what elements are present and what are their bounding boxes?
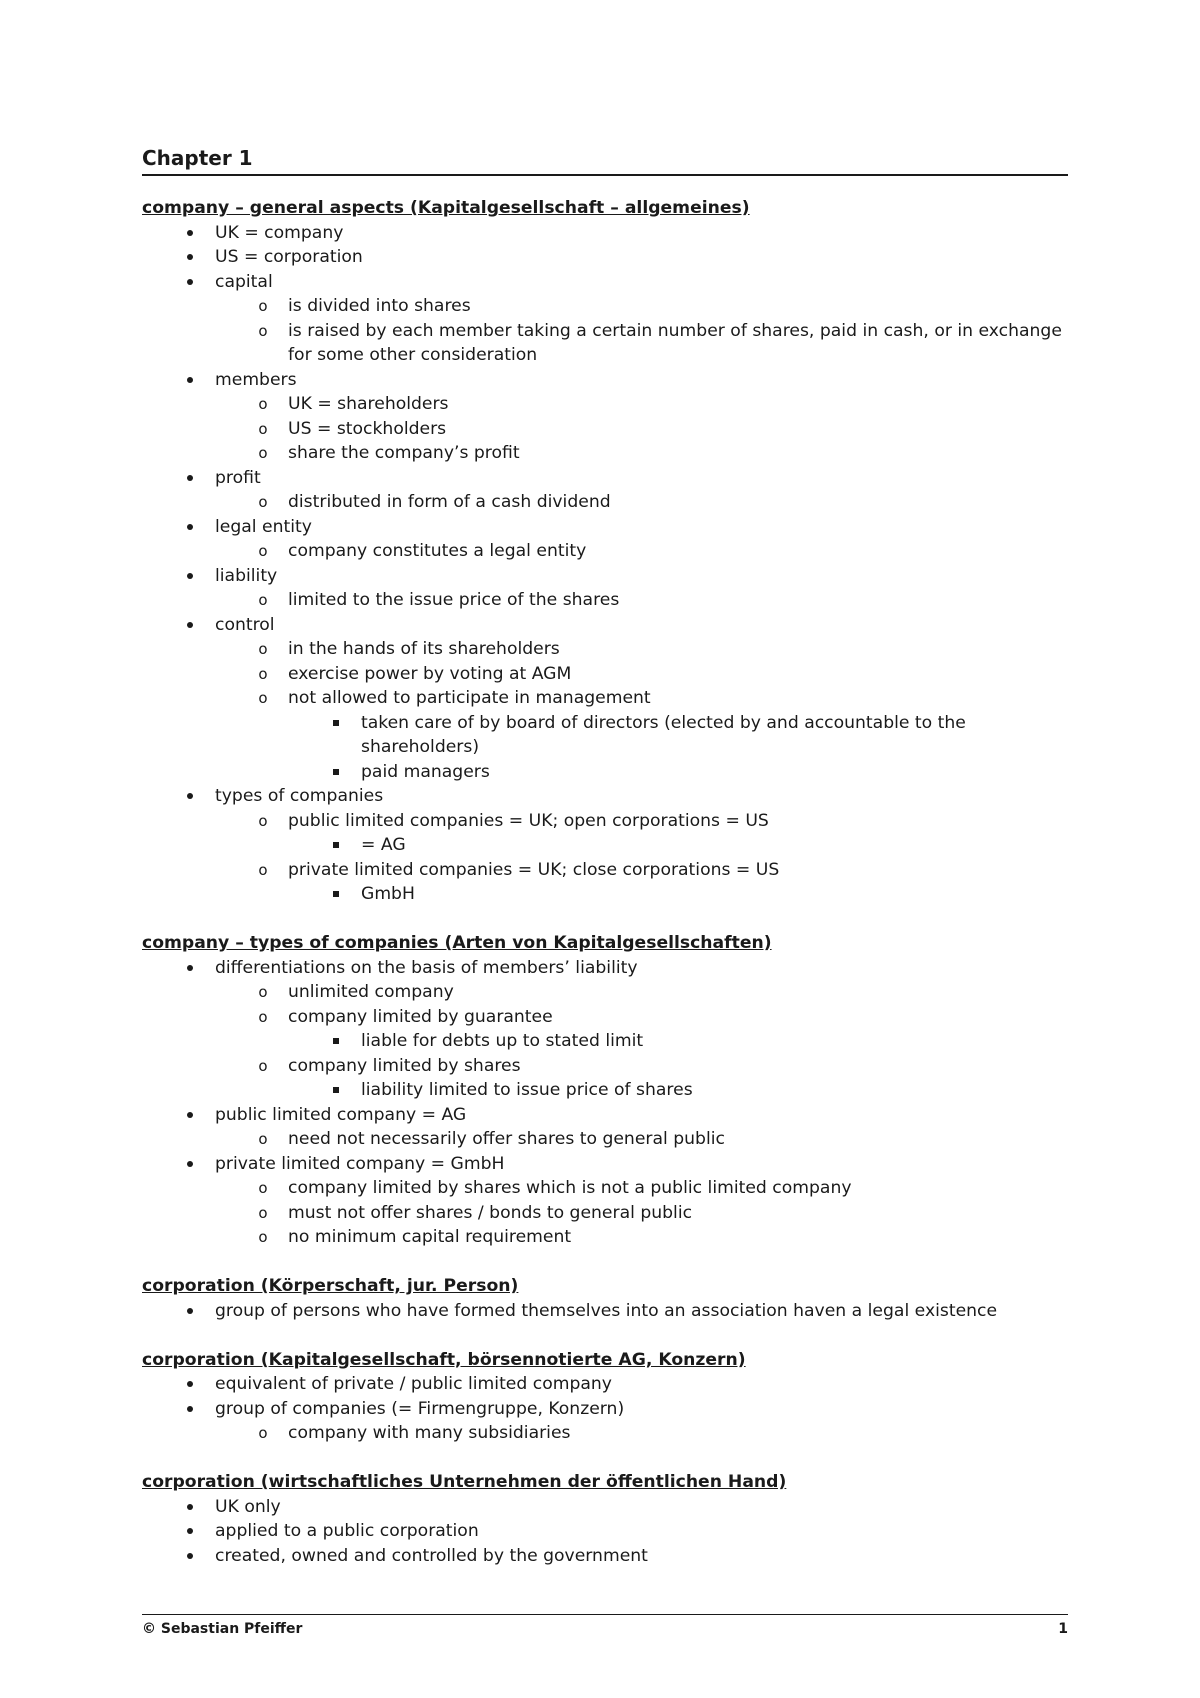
bullet-list-level-1 — [142, 221, 1068, 907]
bullet-disc-icon — [180, 466, 200, 491]
list-item-text: equivalent of private / public limited company — [215, 1374, 612, 1394]
list-item — [142, 1176, 1068, 1201]
section — [142, 196, 1068, 907]
bullet-circle-glyph: o — [258, 1130, 268, 1148]
list-item — [142, 1519, 1068, 1544]
bullet-list-level-2 — [142, 637, 1068, 784]
list-item-row — [142, 368, 1068, 393]
list-item-text: differentiations on the basis of members’ liability — [215, 957, 638, 978]
section-heading: corporation (Kapitalgesellschaft, börsennotierte AG, Konzern) — [142, 1349, 746, 1370]
list-item-text: group of persons who have formed themselves into an association haven a legal existence — [215, 1300, 998, 1321]
bullet-circle-icon — [253, 539, 273, 564]
list-item-text: applied to a public corporation — [215, 1521, 479, 1541]
list-item-row — [142, 1421, 1068, 1446]
list-item-text: legal entity — [215, 516, 312, 537]
list-item — [142, 1152, 1068, 1250]
list-item-text: need not necessarily offer shares to general public — [288, 1129, 725, 1149]
list-item — [142, 1078, 1068, 1103]
list-item-row — [142, 686, 1068, 711]
list-item-row — [142, 1078, 1068, 1103]
list-item — [142, 319, 1068, 368]
list-item-row — [142, 245, 1068, 270]
bullet-circle-glyph: o — [258, 395, 268, 413]
bullet-list-level-3 — [142, 711, 1068, 785]
list-item-text: profit — [215, 467, 261, 488]
bullet-circle-glyph: o — [258, 419, 268, 438]
bullet-list-level-2 — [142, 490, 1068, 515]
list-item-text: company limited by guarantee — [288, 1006, 553, 1027]
bullet-circle-glyph: o — [258, 1228, 268, 1246]
list-item-text: company constitutes a legal entity — [288, 541, 587, 561]
list-item — [142, 613, 1068, 785]
list-item-row — [142, 564, 1068, 589]
list-item — [142, 956, 1068, 1103]
list-item — [142, 1103, 1068, 1152]
bullet-disc-icon — [180, 1103, 200, 1128]
bullet-list-level-2 — [142, 392, 1068, 466]
list-item — [142, 1299, 1068, 1324]
bullet-circle-icon — [253, 686, 273, 711]
bullet-disc-icon — [180, 368, 200, 393]
bullet-circle-glyph: o — [258, 1179, 268, 1197]
bullet-list-level-3 — [142, 833, 1068, 858]
list-item-text: in the hands of its shareholders — [288, 639, 560, 659]
list-item — [142, 466, 1068, 515]
list-item-row — [142, 417, 1068, 442]
list-item-row — [142, 809, 1068, 834]
list-item-text: is divided into shares — [288, 296, 471, 316]
list-item-text: not allowed to participate in management — [288, 688, 651, 708]
list-item-text: US = stockholders — [288, 418, 447, 439]
list-item — [142, 760, 1068, 785]
list-item — [142, 637, 1068, 662]
list-item-text: paid managers — [361, 761, 490, 782]
list-item-text: share the company’s profit — [288, 443, 520, 463]
list-item-text: = AG — [361, 835, 406, 855]
bullet-square-icon — [326, 1029, 346, 1054]
bullet-circle-icon — [253, 1176, 273, 1201]
list-item-row — [142, 1127, 1068, 1152]
list-item — [142, 1544, 1068, 1569]
list-item-text: must not offer shares / bonds to general public — [288, 1202, 693, 1223]
list-item-text: US = corporation — [215, 247, 363, 267]
list-item-row — [142, 588, 1068, 613]
bullet-circle-glyph: o — [258, 542, 268, 560]
bullet-list-level-2 — [142, 809, 1068, 907]
list-item-row — [142, 1519, 1068, 1544]
section-heading: corporation (Körperschaft, jur. Person) — [142, 1276, 519, 1296]
list-item — [142, 417, 1068, 442]
bullet-disc-icon — [180, 1519, 200, 1544]
list-item — [142, 490, 1068, 515]
list-item-row — [142, 539, 1068, 564]
list-item-text: private limited company = GmbH — [215, 1153, 505, 1174]
list-item-row — [142, 490, 1068, 515]
list-item-text: distributed in form of a cash dividend — [288, 492, 611, 512]
list-item-text: UK = shareholders — [288, 394, 449, 414]
bullet-square-icon — [326, 882, 346, 907]
document-body — [142, 196, 1068, 1593]
bullet-square-icon — [326, 711, 346, 736]
bullet-circle-icon — [253, 980, 273, 1005]
list-item-text: types of companies — [215, 786, 384, 806]
list-item-row — [142, 1225, 1068, 1250]
list-item-text: limited to the issue price of the shares — [288, 590, 620, 610]
list-item-row — [142, 466, 1068, 491]
list-item-row — [142, 294, 1068, 319]
list-item-text: company limited by shares — [288, 1055, 521, 1076]
list-item-row — [142, 858, 1068, 883]
bullet-circle-glyph: o — [258, 1203, 268, 1222]
bullet-list-level-2 — [142, 539, 1068, 564]
list-item-text: exercise power by voting at AGM — [288, 663, 572, 684]
list-item — [142, 784, 1068, 907]
bullet-list-level-3 — [142, 882, 1068, 907]
bullet-circle-icon — [253, 319, 273, 344]
section-heading: company – types of companies (Arten von Kapitalgesellschaften) — [142, 933, 772, 953]
bullet-circle-glyph: o — [258, 640, 268, 658]
bullet-list-level-1 — [142, 1372, 1068, 1446]
list-item — [142, 1054, 1068, 1103]
list-item-row — [142, 882, 1068, 907]
bullet-circle-glyph: o — [258, 860, 268, 879]
list-item-text: unlimited company — [288, 982, 454, 1002]
bullet-circle-glyph: o — [258, 297, 268, 315]
bullet-disc-icon — [180, 270, 200, 295]
bullet-circle-icon — [253, 1054, 273, 1079]
list-item-text: taken care of by board of directors (elected by and accountable to the shareholders) — [361, 712, 966, 757]
list-item-row — [142, 221, 1068, 246]
list-item — [142, 539, 1068, 564]
section-heading: corporation (wirtschaftliches Unternehmen der öffentlichen Hand) — [142, 1472, 787, 1492]
list-item-text: GmbH — [361, 884, 415, 904]
bullet-list-level-2 — [142, 294, 1068, 368]
list-item — [142, 221, 1068, 246]
list-item — [142, 686, 1068, 784]
bullet-disc-icon — [180, 1495, 200, 1520]
bullet-list-level-2 — [142, 1421, 1068, 1446]
list-item-row — [142, 980, 1068, 1005]
list-item — [142, 588, 1068, 613]
list-item-row — [142, 760, 1068, 785]
list-item — [142, 858, 1068, 907]
bullet-circle-glyph: o — [258, 1424, 268, 1442]
list-item-text: UK = company — [215, 222, 344, 243]
list-item-row — [142, 662, 1068, 687]
bullet-list-level-2 — [142, 588, 1068, 613]
list-item-row — [142, 711, 1068, 760]
list-item — [142, 980, 1068, 1005]
bullet-circle-glyph: o — [258, 689, 268, 707]
list-item-row — [142, 1054, 1068, 1079]
list-item-row — [142, 1029, 1068, 1054]
list-item-text: public limited company = AG — [215, 1104, 467, 1125]
bullet-disc-icon — [180, 784, 200, 809]
bullet-circle-icon — [253, 1127, 273, 1152]
bullet-circle-icon — [253, 1201, 273, 1226]
bullet-disc-icon — [180, 564, 200, 589]
bullet-disc-icon — [180, 245, 200, 270]
list-item — [142, 662, 1068, 687]
list-item-text: UK only — [215, 1496, 281, 1517]
bullet-circle-icon — [253, 662, 273, 687]
list-item-text: company limited by shares which is not a public limited company — [288, 1178, 852, 1198]
list-item — [142, 564, 1068, 613]
section-heading: company – general aspects (Kapitalgesellschaft – allgemeines) — [142, 198, 750, 218]
list-item-text: company with many subsidiaries — [288, 1423, 571, 1443]
bullet-circle-icon — [253, 1225, 273, 1250]
list-item-text: capital — [215, 271, 273, 292]
bullet-list-level-1 — [142, 1495, 1068, 1569]
list-item — [142, 882, 1068, 907]
list-item — [142, 515, 1068, 564]
bullet-circle-glyph: o — [258, 811, 268, 830]
list-item — [142, 833, 1068, 858]
bullet-circle-icon — [253, 1005, 273, 1030]
bullet-disc-icon — [180, 1544, 200, 1569]
bullet-square-icon — [326, 833, 346, 858]
list-item — [142, 270, 1068, 368]
list-item-text: members — [215, 369, 297, 390]
list-item-row — [142, 392, 1068, 417]
list-item — [142, 245, 1068, 270]
list-item — [142, 1127, 1068, 1152]
list-item-text: liability limited to issue price of shares — [361, 1080, 693, 1100]
bullet-disc-icon — [180, 515, 200, 540]
bullet-circle-icon — [253, 858, 273, 883]
list-item — [142, 441, 1068, 466]
bullet-circle-glyph: o — [258, 664, 268, 683]
bullet-circle-icon — [253, 490, 273, 515]
list-item-row — [142, 515, 1068, 540]
section — [142, 1470, 1068, 1568]
bullet-disc-icon — [180, 1397, 200, 1422]
list-item-text: created, owned and controlled by the government — [215, 1545, 648, 1566]
list-item — [142, 1495, 1068, 1520]
section — [142, 1274, 1068, 1323]
section — [142, 1348, 1068, 1446]
list-item-text: private limited companies = UK; close corporations = US — [288, 859, 780, 880]
section — [142, 931, 1068, 1250]
bullet-disc-icon — [180, 221, 200, 246]
list-item-row — [142, 833, 1068, 858]
bullet-disc-icon — [180, 1299, 200, 1324]
bullet-list-level-2 — [142, 1176, 1068, 1250]
list-item-text: liable for debts up to stated limit — [361, 1031, 644, 1051]
list-item-row — [142, 613, 1068, 638]
bullet-disc-icon — [180, 613, 200, 638]
bullet-list-level-1 — [142, 1299, 1068, 1324]
bullet-circle-icon — [253, 294, 273, 319]
list-item-text: public limited companies = UK; open corporations = US — [288, 810, 769, 831]
bullet-disc-icon — [180, 1372, 200, 1397]
bullet-circle-icon — [253, 637, 273, 662]
bullet-list-level-2 — [142, 1127, 1068, 1152]
list-item — [142, 392, 1068, 417]
list-item-row — [142, 1372, 1068, 1397]
list-item-row — [142, 1201, 1068, 1226]
list-item — [142, 1421, 1068, 1446]
list-item — [142, 1225, 1068, 1250]
bullet-circle-icon — [253, 441, 273, 466]
bullet-square-icon — [326, 760, 346, 785]
bullet-circle-glyph: o — [258, 321, 268, 340]
bullet-circle-icon — [253, 809, 273, 834]
bullet-circle-glyph: o — [258, 493, 268, 511]
list-item-text: no minimum capital requirement — [288, 1227, 572, 1247]
bullet-circle-icon — [253, 417, 273, 442]
bullet-list-level-1 — [142, 956, 1068, 1250]
list-item-row — [142, 1299, 1068, 1324]
footer-page-number: 1 — [1058, 1621, 1068, 1637]
bullet-list-level-3 — [142, 1078, 1068, 1103]
list-item — [142, 809, 1068, 858]
list-item-row — [142, 270, 1068, 295]
bullet-circle-glyph: o — [258, 444, 268, 462]
bullet-list-level-3 — [142, 1029, 1068, 1054]
list-item-row — [142, 1152, 1068, 1177]
bullet-circle-icon — [253, 588, 273, 613]
list-item-row — [142, 1005, 1068, 1030]
list-item-row — [142, 637, 1068, 662]
bullet-circle-glyph: o — [258, 591, 268, 609]
list-item-text: group of companies (= Firmengruppe, Konzern) — [215, 1398, 625, 1419]
list-item-row — [142, 784, 1068, 809]
list-item — [142, 1372, 1068, 1397]
list-item-row — [142, 1103, 1068, 1128]
list-item — [142, 368, 1068, 466]
footer-author: © Sebastian Pfeiffer — [142, 1621, 303, 1637]
bullet-disc-icon — [180, 956, 200, 981]
bullet-circle-icon — [253, 392, 273, 417]
bullet-square-icon — [326, 1078, 346, 1103]
list-item-row — [142, 1397, 1068, 1422]
list-item-text: control — [215, 614, 275, 635]
page-title: Chapter 1 — [142, 144, 1068, 176]
list-item-row — [142, 319, 1068, 368]
list-item — [142, 1201, 1068, 1226]
bullet-circle-glyph: o — [258, 1007, 268, 1026]
list-item — [142, 1397, 1068, 1446]
list-item-row — [142, 1176, 1068, 1201]
list-item — [142, 1029, 1068, 1054]
bullet-circle-glyph: o — [258, 1056, 268, 1075]
list-item-row — [142, 956, 1068, 981]
list-item-row — [142, 441, 1068, 466]
bullet-disc-icon — [180, 1152, 200, 1177]
bullet-circle-icon — [253, 1421, 273, 1446]
list-item-text: is raised by each member taking a certain number of shares, paid in cash, or in exchange for some other consideration — [288, 320, 1062, 365]
bullet-list-level-2 — [142, 980, 1068, 1103]
list-item-row — [142, 1544, 1068, 1569]
list-item — [142, 294, 1068, 319]
list-item-row — [142, 1495, 1068, 1520]
page-footer — [142, 1614, 1068, 1639]
list-item-text: liability — [215, 565, 278, 586]
list-item — [142, 711, 1068, 760]
bullet-circle-glyph: o — [258, 983, 268, 1001]
list-item — [142, 1005, 1068, 1054]
